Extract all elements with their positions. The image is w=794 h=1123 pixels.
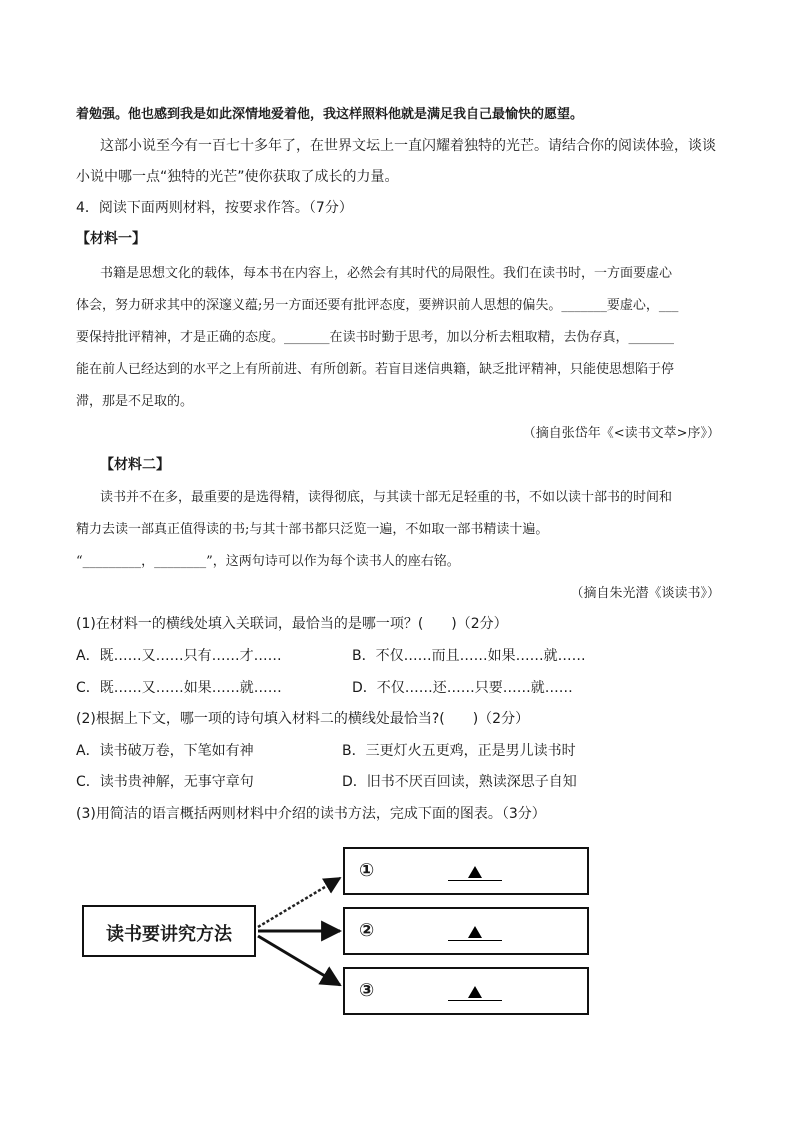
- passage-end-line: 着勉强。他也感到我是如此深情地爱着他，我这样照料他就是满足我自己最愉快的愿望。: [76, 107, 584, 122]
- material1-line-1: 书籍是思想文化的载体，每本书在内容上，必然会有其时代的局限性。我们在读书时，一方面要虚心: [100, 266, 673, 281]
- item-1-answer-blank[interactable]: [448, 880, 502, 881]
- material1-source: （摘自张岱年《<读书文萃>序》）: [522, 426, 720, 441]
- material2-source: （摘自朱光潜《谈读书》）: [570, 586, 720, 601]
- material2-line-1: 读书并不在多，最重要的是选得精，读得彻底，与其读十部无足轻重的书，不如以读十部书的时间和: [100, 490, 673, 505]
- material2-line-3: “_________，________”，这两句诗可以作为每个读书人的座右铭。: [76, 554, 460, 569]
- sub2-option-a: A．读书破万卷，下笔如有神: [76, 743, 254, 759]
- material1-line-5: 滞，那是不足取的。: [76, 394, 194, 409]
- sub2-stem: (2)根据上下文，哪一项的诗句填入材料二的横线处最恰当?( )（2分）: [76, 711, 530, 727]
- q4-title: 4．阅读下面两则材料，按要求作答。（7分）: [76, 200, 353, 216]
- item-3-triangle-icon: [468, 986, 482, 998]
- sub1-option-c: C．既……又……如果……就……: [76, 680, 282, 696]
- material1-heading: 【材料一】: [76, 231, 146, 247]
- diagram-item-box-2: [343, 907, 589, 955]
- sub3-stem: (3)用简洁的语言概括两则材料中介绍的读书方法，完成下面的图表。（3分）: [76, 806, 546, 822]
- sub2-option-c: C．读书贵神解，无事守章句: [76, 774, 254, 790]
- item-2-triangle-icon: [468, 926, 482, 938]
- item-2-number: ②: [359, 920, 375, 941]
- sub2-option-d: D．旧书不厌百回读，熟读深思子自知: [342, 774, 577, 790]
- diagram-item-box-3: [343, 967, 589, 1015]
- sub1-option-d: D．不仅……还……只要……就……: [352, 680, 573, 696]
- item-1-number: ①: [359, 860, 375, 881]
- sub1-option-b: B．不仅……而且……如果……就……: [352, 648, 586, 664]
- diagram-item-box-1: [343, 847, 589, 895]
- material1-line-2: 体会，努力研求其中的深邃义蕴;另一方面还要有批评态度，要辨识前人思想的偏失。_______要虚心，___: [76, 298, 679, 313]
- sub1-stem: (1)在材料一的横线处填入关联词，最恰当的是哪一项？( )（2分）: [76, 616, 508, 632]
- material2-line-2: 精力去读一部真正值得读的书;与其十部书都只泛览一遍，不如取一部书精读十遍。: [76, 522, 549, 537]
- sub2-option-b: B．三更灯火五更鸡，正是男儿读书时: [342, 743, 576, 759]
- material1-line-4: 能在前人已经达到的水平之上有所前进、有所创新。若盲目迷信典籍，缺乏批评精神，只能使思想陷于停: [76, 362, 675, 377]
- arrow-to-item-3: [258, 936, 340, 985]
- q3-prompt-line-2: 小说中哪一点“独特的光芒”使你获取了成长的力量。: [76, 169, 399, 185]
- material1-line-3: 要保持批评精神，才是正确的态度。_______在读书时勤于思考，加以分析去粗取精，去伪存真，_______: [76, 330, 675, 345]
- arrow-to-item-1: [258, 878, 340, 927]
- sub1-option-a: A．既……又……只有……才……: [76, 648, 282, 664]
- item-2-answer-blank[interactable]: [448, 940, 502, 941]
- q3-prompt-line-1: 这部小说至今有一百七十多年了，在世界文坛上一直闪耀着独特的光芒。请结合你的阅读体验，谈谈: [100, 138, 716, 154]
- material2-heading: 【材料二】: [100, 457, 170, 473]
- item-1-triangle-icon: [468, 866, 482, 878]
- item-3-answer-blank[interactable]: [448, 1000, 502, 1001]
- item-3-number: ③: [359, 980, 375, 1001]
- diagram-main-label: 读书要讲究方法: [106, 924, 232, 945]
